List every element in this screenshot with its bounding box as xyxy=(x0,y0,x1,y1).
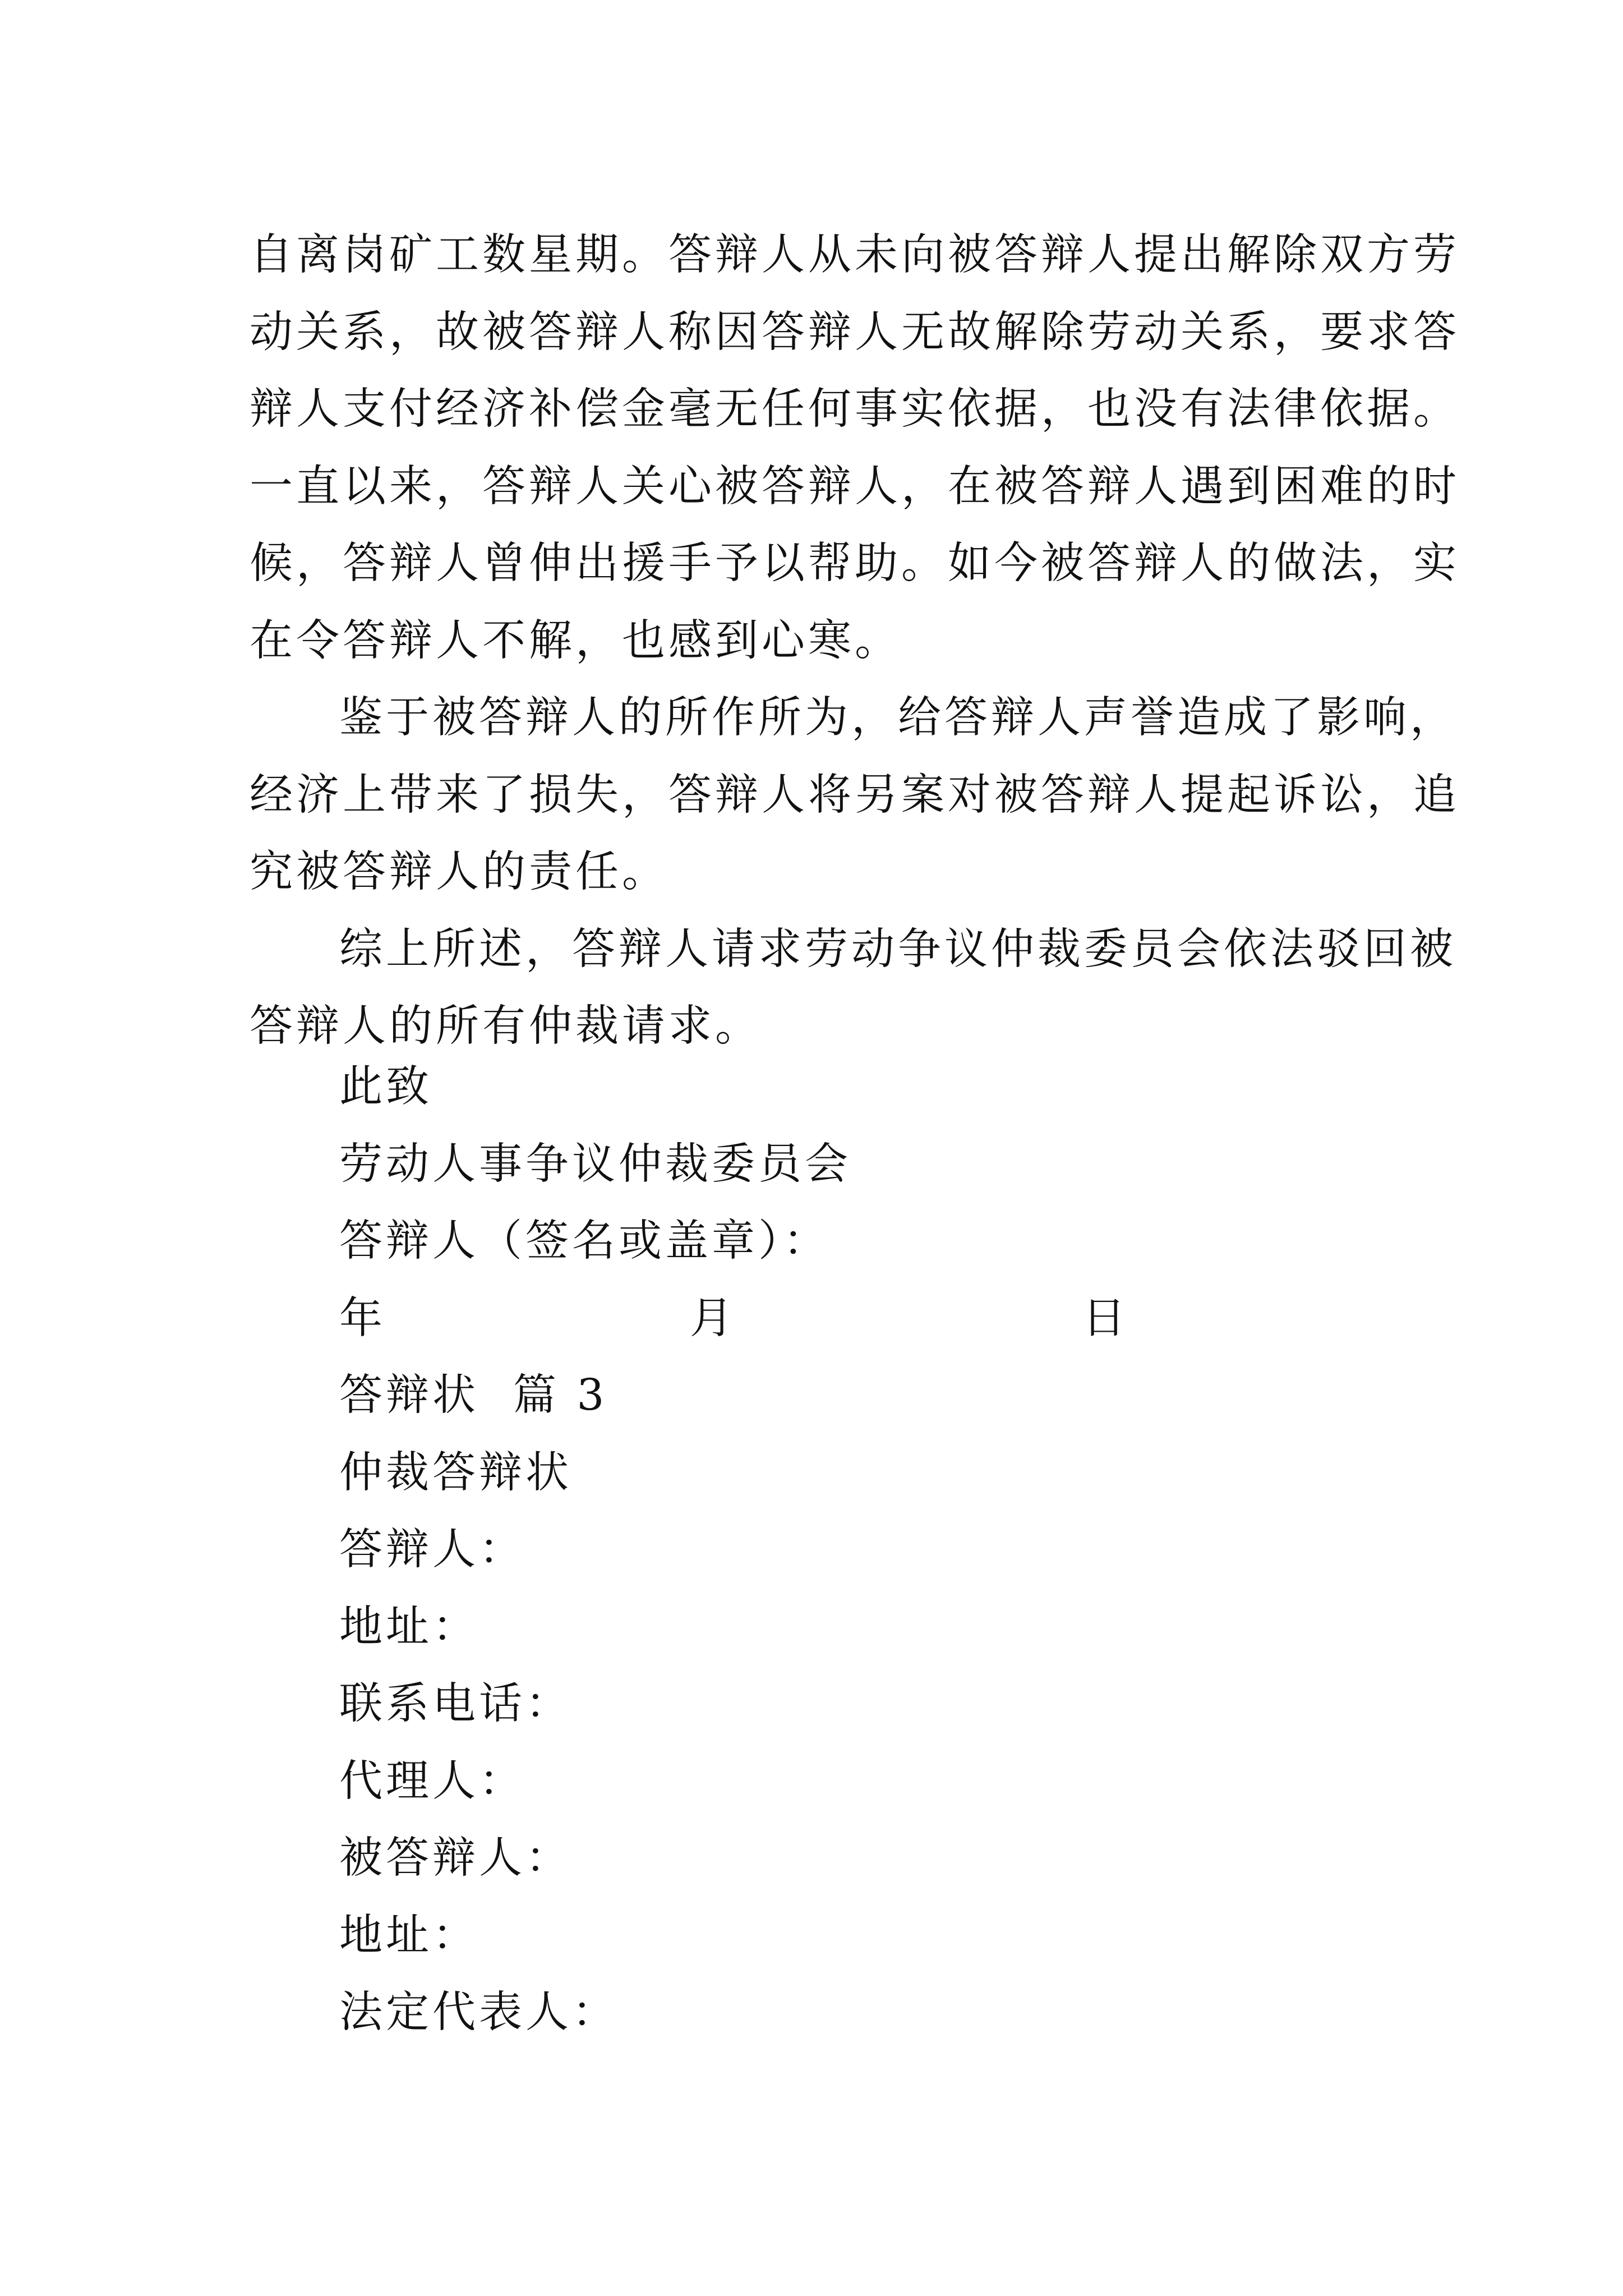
section-title: 仲裁答辩状 xyxy=(339,1447,572,1498)
document-body xyxy=(250,217,1460,1065)
text-line: 辩人支付经济补偿金毫无任何事实依据，也没有法律依据。 xyxy=(250,384,1460,434)
date-day: 日 xyxy=(1082,1293,1129,1343)
text-line: 动关系，故被答辩人称因答辩人无故解除劳动关系，要求答 xyxy=(250,307,1460,357)
text-line: 究被答辩人的责任。 xyxy=(250,847,668,897)
phone-field: 联系电话： xyxy=(339,1679,572,1729)
respondent-field: 答辩人： xyxy=(339,1525,525,1575)
address-field: 地址： xyxy=(339,1602,479,1652)
date-year: 年 xyxy=(339,1293,386,1343)
text-line: 经济上带来了损失，答辩人将另案对被答辩人提起诉讼，追 xyxy=(250,770,1460,820)
text-line: 鉴于被答辩人的所作所为，给答辩人声誉造成了影响， xyxy=(339,693,1456,743)
text-line: 自离岗矿工数星期。答辩人从未向被答辩人提出解除双方劳 xyxy=(250,230,1460,280)
salutation: 此致 xyxy=(339,1062,432,1112)
closing-block xyxy=(339,1048,1293,2051)
date-month: 月 xyxy=(690,1293,736,1343)
claimant-field: 被答辩人： xyxy=(339,1833,572,1883)
paragraph-3 xyxy=(250,911,1456,1065)
text-line: 在令答辩人不解，也感到心寒。 xyxy=(250,615,901,666)
section-heading: 答辩状 篇 3 xyxy=(339,1370,608,1420)
legal-representative-field: 法定代表人： xyxy=(339,1987,619,2037)
text-line: 一直以来，答辩人关心被答辩人，在被答辩人遇到困难的时 xyxy=(250,461,1460,512)
paragraph-1 xyxy=(250,217,1460,679)
text-line: 答辩人的所有仲裁请求。 xyxy=(250,1001,762,1051)
date-line xyxy=(339,1280,1293,1358)
agent-field: 代理人： xyxy=(339,1756,525,1806)
recipient: 劳动人事争议仲裁委员会 xyxy=(339,1139,851,1189)
claimant-address-field: 地址： xyxy=(339,1910,479,1961)
text-line: 综上所述，答辩人请求劳动争议仲裁委员会依法驳回被 xyxy=(339,924,1456,974)
paragraph-2 xyxy=(250,679,1460,911)
text-line: 候，答辩人曾伸出援手予以帮助。如今被答辩人的做法，实 xyxy=(250,539,1460,588)
signature-line: 答辩人（签名或盖章）： xyxy=(339,1216,830,1266)
